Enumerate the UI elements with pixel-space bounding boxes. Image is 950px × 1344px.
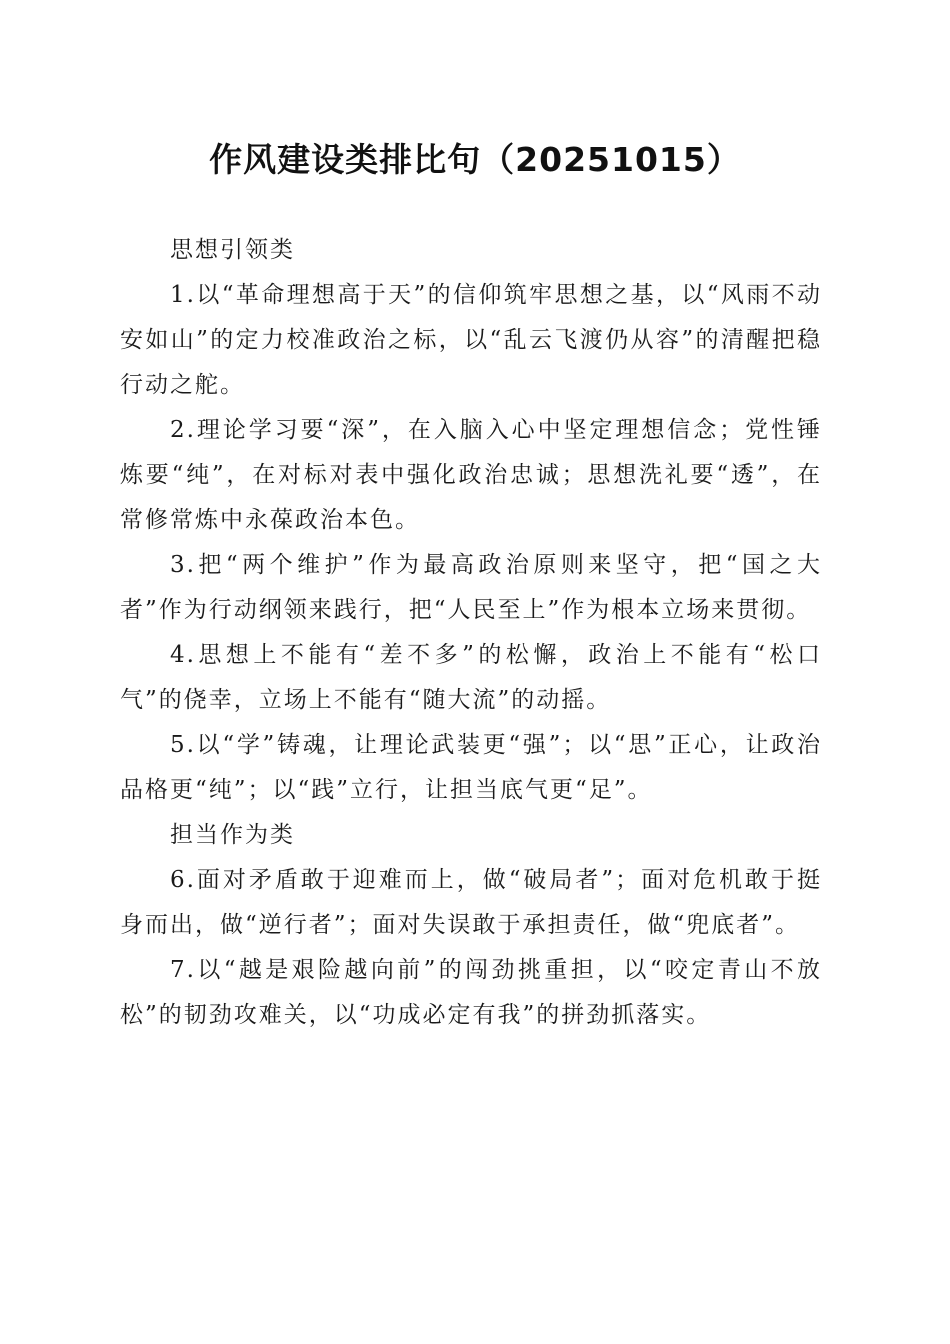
paragraph-1: 1.以“革命理想高于天”的信仰筑牢思想之基，以“风雨不动安如山”的定力校准政治之标，以“乱云飞渡仍从容”的清醒把稳行动之舵。 [120, 282, 822, 398]
paragraph-4: 4.思想上不能有“差不多”的松懈，政治上不能有“松口气”的侥幸，立场上不能有“随大流”的动摇。 [120, 642, 822, 713]
paragraph-2: 2.理论学习要“深”，在入脑入心中坚定理想信念；党性锤炼要“纯”，在对标对表中强化政治忠诚；思想洗礼要“透”，在常修常炼中永葆政治本色。 [120, 417, 822, 533]
paragraph-6: 6.面对矛盾敢于迎难而上，做“破局者”；面对危机敢于挺身而出，做“逆行者”；面对失误敢于承担责任，做“兜底者”。 [120, 867, 822, 938]
paragraph-3: 3.把“两个维护”作为最高政治原则来坚守，把“国之大者”作为行动纲领来践行，把“人民至上”作为根本立场来贯彻。 [120, 552, 822, 623]
paragraph-5: 5.以“学”铸魂，让理论武装更“强”；以“思”正心，让政治品格更“纯”；以“践”立行，让担当底气更“足”。 [120, 732, 822, 803]
document-body [120, 228, 822, 1038]
paragraph-7: 7.以“越是艰险越向前”的闯劲挑重担，以“咬定青山不放松”的韧劲攻难关，以“功成必定有我”的拼劲抓落实。 [120, 957, 822, 1028]
section-heading-thought: 思想引领类 [170, 237, 295, 263]
document-title: 作风建设类排比句（20251015） [209, 140, 741, 179]
section-heading-responsibility: 担当作为类 [170, 822, 295, 848]
